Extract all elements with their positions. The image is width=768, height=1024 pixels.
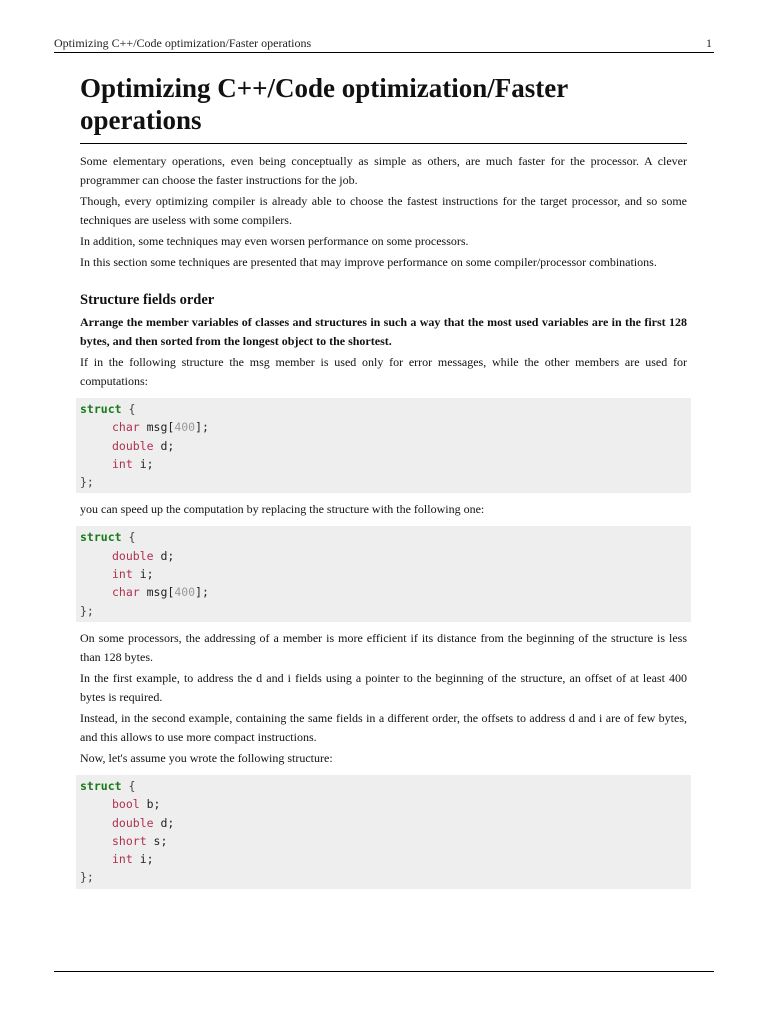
code-type: bool — [112, 797, 140, 812]
footer-rule — [54, 971, 714, 972]
code-type: int — [112, 567, 133, 582]
code-line: struct { — [80, 530, 136, 545]
running-header — [54, 36, 714, 50]
code-line: struct { — [80, 778, 136, 793]
code-line: double d; — [112, 548, 175, 563]
code-line: }; — [80, 870, 94, 885]
intro-paragraph-4: In this section some techniques are presented that may improve performance on some compiler/processor combinations. — [80, 255, 657, 269]
page-title: Optimizing C++/Code optimization/Faster operations — [80, 72, 687, 144]
code-line: short s; — [112, 833, 168, 848]
code-number: 400 — [174, 585, 196, 600]
code-keyword: struct — [80, 530, 122, 545]
section-heading: Structure fields order — [80, 292, 215, 308]
code-block-1 — [76, 398, 691, 493]
code-line: }; — [80, 603, 94, 618]
code-block-2 — [76, 526, 691, 621]
code-type: int — [112, 456, 133, 471]
code-line: char msg[400]; — [112, 420, 209, 435]
section-paragraph-4: In the first example, to address the d and i fields using a pointer to the beginning of the structure, an offset of at least 400 bytes is required. — [80, 670, 687, 704]
page-number: 1 — [706, 36, 712, 50]
page-content — [80, 72, 687, 896]
code-keyword: struct — [80, 402, 122, 416]
code-keyword: struct — [80, 778, 122, 793]
section-paragraph-2: you can speed up the computation by replacing the structure with the following one: — [80, 502, 485, 517]
code-line: int i; — [112, 852, 154, 867]
code-line: int i; — [112, 456, 154, 471]
code-line: struct { — [80, 402, 136, 416]
code-type: char — [112, 420, 140, 435]
code-type: int — [112, 852, 133, 867]
code-type: char — [112, 585, 140, 600]
code-line: double d; — [112, 438, 175, 453]
running-header-title: Optimizing C++/Code optimization/Faster operations — [54, 36, 312, 50]
code-line: bool b; — [112, 797, 161, 812]
intro-paragraph-1: Some elementary operations, even being conceptually as simple as others, are much faster for the processor. A clever programmer can choose the faster instructions for the job. — [80, 154, 687, 187]
code-block-3 — [76, 775, 691, 889]
section-paragraph-6: Now, let's assume you wrote the following structure: — [80, 750, 333, 765]
intro-paragraph-2: Though, every optimizing compiler is already able to choose the fastest instructions for the target processor, and so some techniques are useless with some compilers. — [80, 194, 687, 227]
code-line: int i; — [112, 567, 154, 582]
code-number: 400 — [174, 420, 196, 435]
code-line: double d; — [112, 815, 175, 830]
section-paragraph-3: On some processors, the addressing of a member is more efficient if its distance from the beginning of the structure is less than 128 bytes. — [80, 630, 687, 664]
intro-paragraph-3: In addition, some techniques may even worsen performance on some processors. — [80, 234, 469, 248]
code-type: double — [112, 548, 154, 563]
section-paragraph-5: Instead, in the second example, containing the same fields in a different order, the offsets to address d and i are of few bytes, and this allows to use more compact instructions. — [80, 710, 687, 744]
section-paragraph-1: If in the following structure the msg member is used only for error messages, while the other members are used for computations: — [80, 355, 687, 388]
code-type: double — [112, 438, 154, 453]
section-rule: Arrange the member variables of classes and structures in such a way that the most used variables are in the first 128 bytes, and then sorted from the longest object to the shortest. — [80, 315, 687, 348]
code-line: char msg[400]; — [112, 585, 209, 600]
code-line: }; — [80, 475, 94, 490]
header-rule — [54, 52, 714, 53]
code-type: double — [112, 815, 154, 830]
code-type: short — [112, 833, 147, 848]
